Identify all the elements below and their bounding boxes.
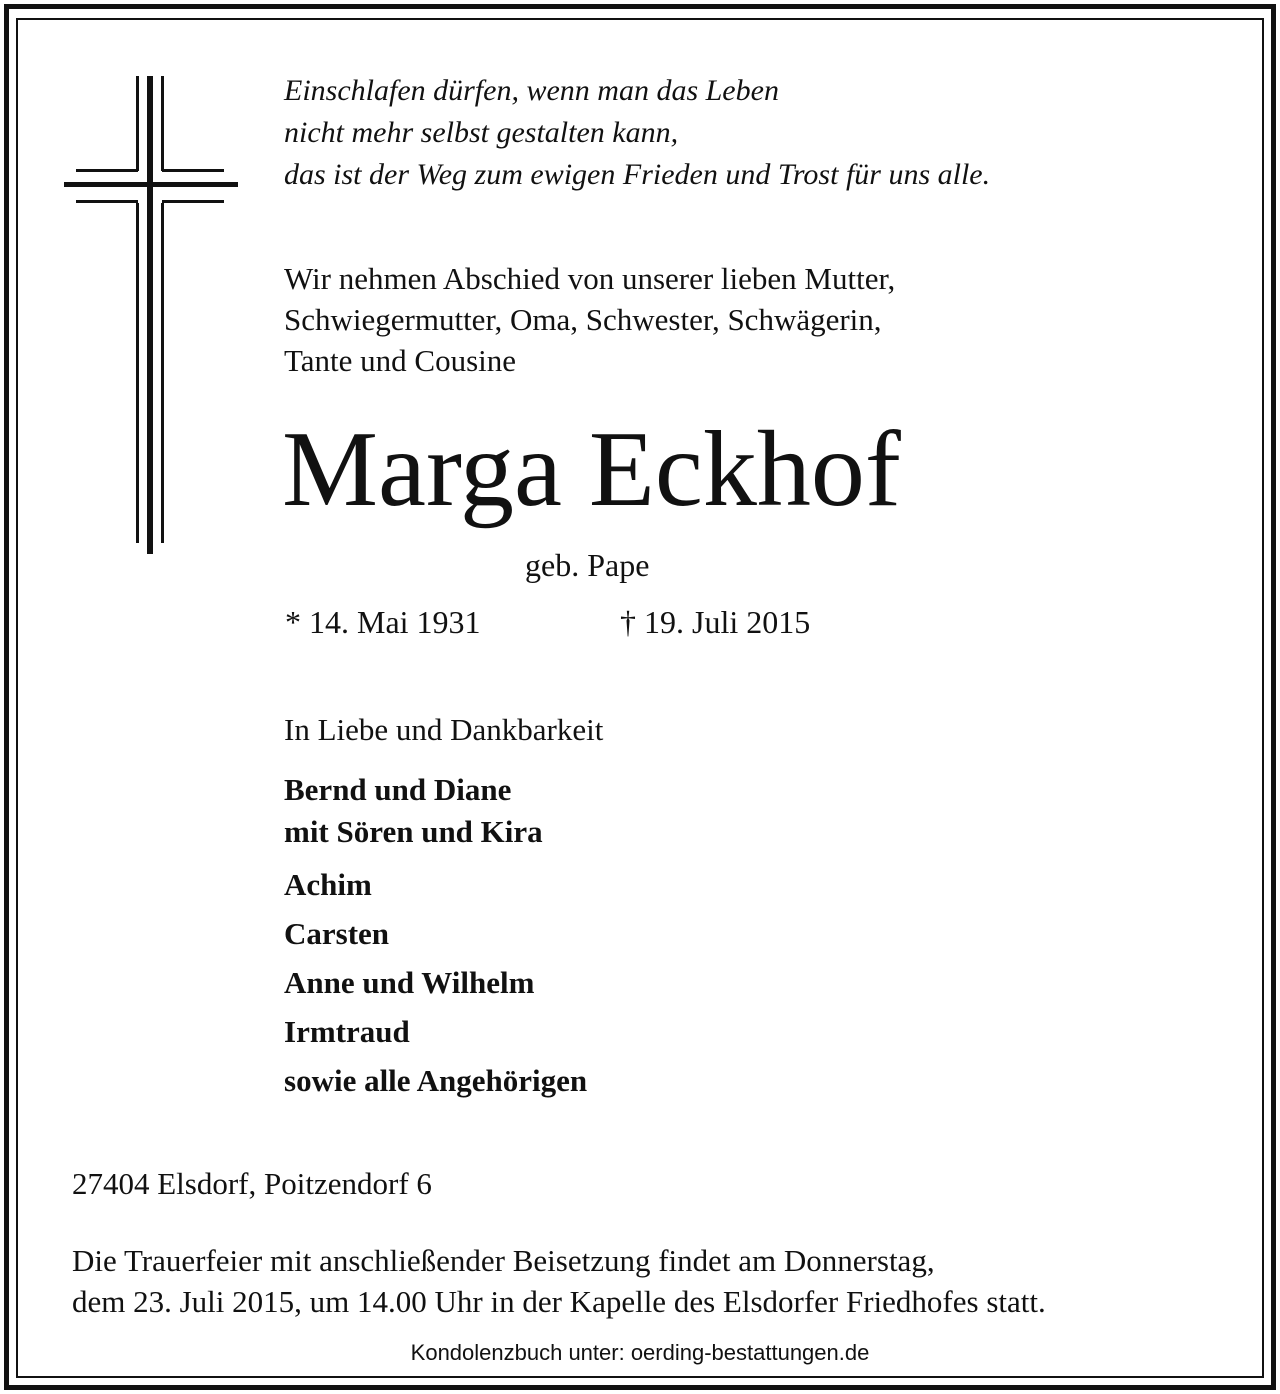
verse-line: nicht mehr selbst gestalten kann, xyxy=(284,116,679,149)
mourner-item: Anne und Wilhelm xyxy=(284,965,535,1000)
birth-name: geb. Pape xyxy=(525,547,650,583)
condolence-footer: Kondolenzbuch unter: oerding-bestattungen.de xyxy=(410,1340,870,1365)
mourner-item: Bernd und Diane xyxy=(284,772,512,807)
verse-line: das ist der Weg zum ewigen Frieden und Trost für uns alle. xyxy=(284,158,991,191)
mourner-item: sowie alle Angehörigen xyxy=(284,1063,588,1098)
mourner-item: Achim xyxy=(284,867,372,902)
farewell-intro xyxy=(284,258,895,381)
intro-line: Wir nehmen Abschied von unserer lieben Mutter, xyxy=(284,261,896,296)
intro-line: Tante und Cousine xyxy=(284,343,517,378)
address: 27404 Elsdorf, Poitzendorf 6 xyxy=(72,1166,432,1201)
service-line: dem 23. Juli 2015, um 14.00 Uhr in der Kapelle des Elsdorfer Friedhofes statt. xyxy=(72,1284,1046,1319)
service-line: Die Trauerfeier mit anschließender Beisetzung findet am Donnerstag, xyxy=(72,1243,935,1278)
mourner-item: mit Sören und Kira xyxy=(284,814,543,849)
mourner-item: Irmtraud xyxy=(284,1014,410,1049)
service-info xyxy=(72,1240,1046,1322)
intro-line: Schwiegermutter, Oma, Schwester, Schwägerin, xyxy=(284,302,882,337)
closing-line: In Liebe und Dankbarkeit xyxy=(284,712,604,747)
deceased-name: Marga Eckhof xyxy=(282,410,901,529)
cross-icon xyxy=(60,76,240,554)
birth-date: * 14. Mai 1931 xyxy=(285,604,481,640)
death-date: † 19. Juli 2015 xyxy=(620,604,811,640)
verse-line: Einschlafen dürfen, wenn man das Leben xyxy=(284,74,779,107)
mourner-item: Carsten xyxy=(284,916,390,951)
verse xyxy=(284,70,990,196)
